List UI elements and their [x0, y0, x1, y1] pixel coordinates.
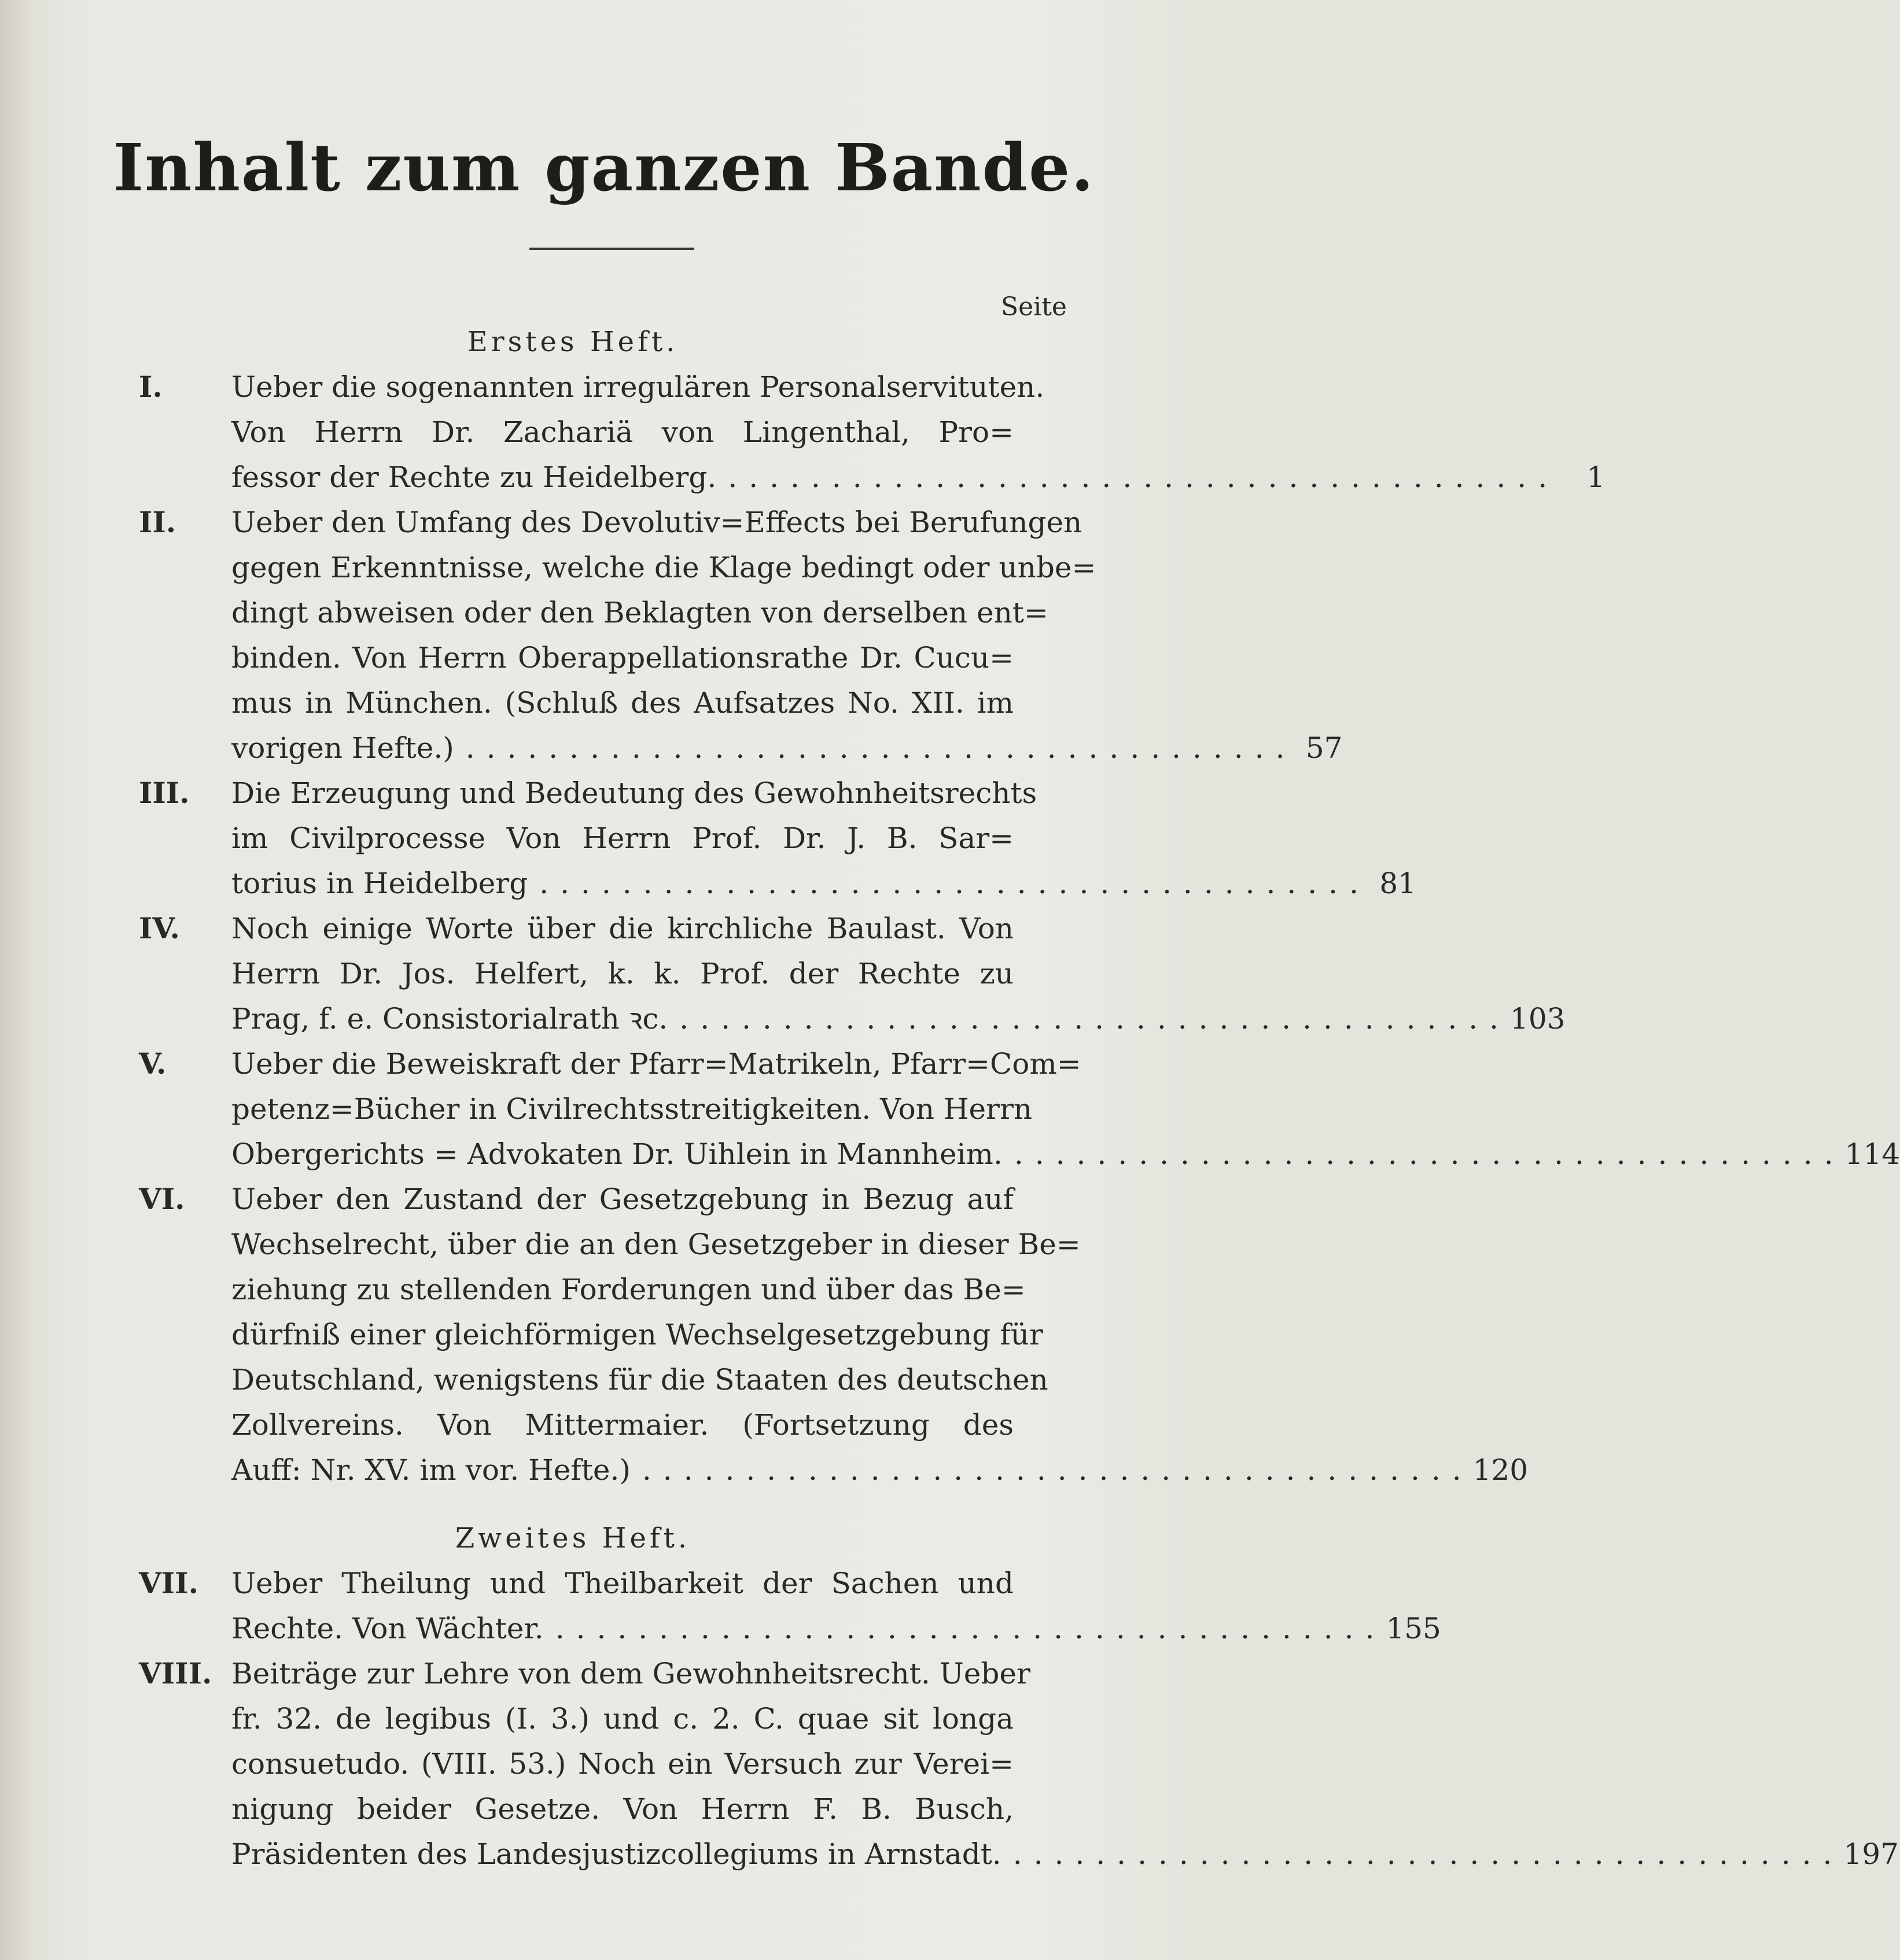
entry-number: II.	[139, 505, 176, 539]
entry-body	[231, 1041, 1900, 1177]
entry-body	[231, 364, 1606, 500]
page-number: 1	[1586, 460, 1606, 494]
toc-entry	[139, 364, 1606, 500]
title-divider	[529, 248, 694, 250]
entry-last-line	[231, 1832, 1899, 1877]
toc-entry	[139, 1651, 1899, 1877]
entry-last-line	[231, 1132, 1900, 1177]
toc-entry	[139, 906, 1566, 1041]
entry-line: Ueber den Umfang des Devolutiv=Effects bei Berufungen	[231, 506, 1082, 539]
page-number: 120	[1472, 1453, 1529, 1487]
entry-last-line	[231, 1447, 1529, 1493]
entry-line: Präsidenten des Landesjustizcollegiums in Arnstadt.	[231, 1837, 1001, 1871]
entry-line: fr. 32. de legibus (I. 3.) und c. 2. C. quae sit longa	[231, 1702, 1014, 1736]
entry-line: Ueber die Beweiskraft der Pfarr=Matrikeln, Pfarr=Com=	[231, 1047, 1081, 1081]
toc-entry	[139, 1177, 1529, 1493]
entry-line: nigung beider Gesetze. Von Herrn F. B. Busch,	[231, 1792, 1014, 1826]
entry-line: petenz=Bücher in Civilrechtsstreitigkeiten. Von Herrn	[231, 1092, 1033, 1126]
entry-number: V.	[139, 1047, 167, 1081]
dot-leader: ........................................	[555, 1612, 1386, 1645]
entry-line: fessor der Rechte zu Heidelberg.	[231, 460, 717, 494]
entry-line: Prag, f. e. Consistorialrath ꝛc.	[231, 1002, 668, 1036]
table-of-contents	[139, 319, 1900, 1877]
page-title: Inhalt zum ganzen Bande.	[113, 130, 1095, 206]
entry-line: Herrn Dr. Jos. Helfert, k. k. Prof. der Rechte zu	[231, 957, 1014, 990]
entry-body	[231, 1561, 1441, 1651]
entry-body	[231, 906, 1566, 1041]
entry-body	[231, 771, 1416, 906]
entry-line: ziehung zu stellenden Forderungen und über das Be=	[231, 1273, 1026, 1306]
entry-last-line	[231, 996, 1566, 1041]
dot-leader: ........................................	[642, 1453, 1473, 1487]
page-number: 114	[1844, 1137, 1900, 1171]
entry-body	[231, 500, 1343, 771]
page-number: 57	[1305, 731, 1343, 765]
dot-leader: ........................................	[539, 867, 1370, 900]
entry-line: Auff: Nr. XV. im vor. Hefte.)	[231, 1453, 631, 1487]
toc-entry	[139, 500, 1343, 771]
section-heading: Zweites Heft.	[455, 1522, 691, 1554]
entry-line: mus in München. (Schluß des Aufsatzes No. XII. im	[231, 686, 1014, 720]
entry-body	[231, 1651, 1899, 1877]
entry-number: VI.	[139, 1182, 185, 1216]
entry-line: Die Erzeugung und Bedeutung des Gewohnheitsrechts	[231, 776, 1037, 810]
toc-entry	[139, 771, 1416, 906]
dot-leader: ........................................	[465, 731, 1297, 765]
entry-number: VII.	[139, 1566, 198, 1600]
entry-line: Obergerichts = Advokaten Dr. Uihlein in Mannheim.	[231, 1137, 1003, 1171]
entry-line: torius in Heidelberg	[231, 867, 528, 900]
dot-leader: ........................................	[679, 1002, 1511, 1036]
entry-line: Beiträge zur Lehre von dem Gewohnheitsrecht. Ueber	[231, 1657, 1030, 1690]
entry-line: Von Herrn Dr. Zachariä von Lingenthal, Pro=	[231, 415, 1014, 449]
entry-last-line	[231, 861, 1416, 906]
entry-line: Rechte. Von Wächter.	[231, 1612, 544, 1645]
page-number: 155	[1386, 1612, 1441, 1645]
entry-line: binden. Von Herrn Oberappellationsrathe Dr. Cucu=	[231, 641, 1014, 675]
entry-line: im Civilprocesse Von Herrn Prof. Dr. J. B. Sar=	[231, 821, 1014, 855]
entry-number: VIII.	[139, 1656, 212, 1690]
dot-leader: ........................................	[728, 460, 1559, 494]
entry-line: Ueber Theilung und Theilbarkeit der Sachen und	[231, 1567, 1014, 1600]
dot-leader: ........................................	[1014, 1137, 1845, 1171]
page-number: 81	[1379, 867, 1416, 900]
toc-entry	[139, 1561, 1441, 1651]
entry-number: I.	[139, 370, 163, 404]
entry-last-line	[231, 725, 1343, 771]
entry-line: dürfniß einer gleichförmigen Wechselgesetzgebung für	[231, 1318, 1043, 1351]
section-heading: Erstes Heft.	[467, 326, 679, 358]
entry-line: Wechselrecht, über die an den Gesetzgeber in dieser Be=	[231, 1228, 1081, 1261]
page-number: 197	[1843, 1837, 1899, 1871]
page-number: 103	[1510, 1002, 1566, 1036]
entry-line: Zollvereins. Von Mittermaier. (Fortsetzung des	[231, 1408, 1014, 1442]
entry-line: vorigen Hefte.)	[231, 731, 454, 765]
entry-line: Ueber den Zustand der Gesetzgebung in Bezug auf	[231, 1182, 1014, 1216]
entry-line: Deutschland, wenigstens für die Staaten des deutschen	[231, 1363, 1048, 1397]
entry-line: Noch einige Worte über die kirchliche Baulast. Von	[231, 912, 1014, 945]
entry-line: consuetudo. (VIII. 53.) Noch ein Versuch zur Verei=	[231, 1747, 1014, 1781]
entry-last-line	[231, 455, 1606, 500]
entry-number: IV.	[139, 911, 180, 945]
toc-entry	[139, 1041, 1900, 1177]
page-column-label: Seite	[1001, 292, 1067, 322]
entry-line: Ueber die sogenannten irregulären Personalservituten.	[231, 370, 1045, 404]
entry-line: dingt abweisen oder den Beklagten von derselben ent=	[231, 596, 1048, 629]
dot-leader: ........................................	[1012, 1837, 1844, 1871]
entry-last-line	[231, 1606, 1441, 1651]
entry-line: gegen Erkenntnisse, welche die Klage bedingt oder unbe=	[231, 551, 1096, 584]
entry-body	[231, 1177, 1529, 1493]
entry-number: III.	[139, 776, 190, 810]
